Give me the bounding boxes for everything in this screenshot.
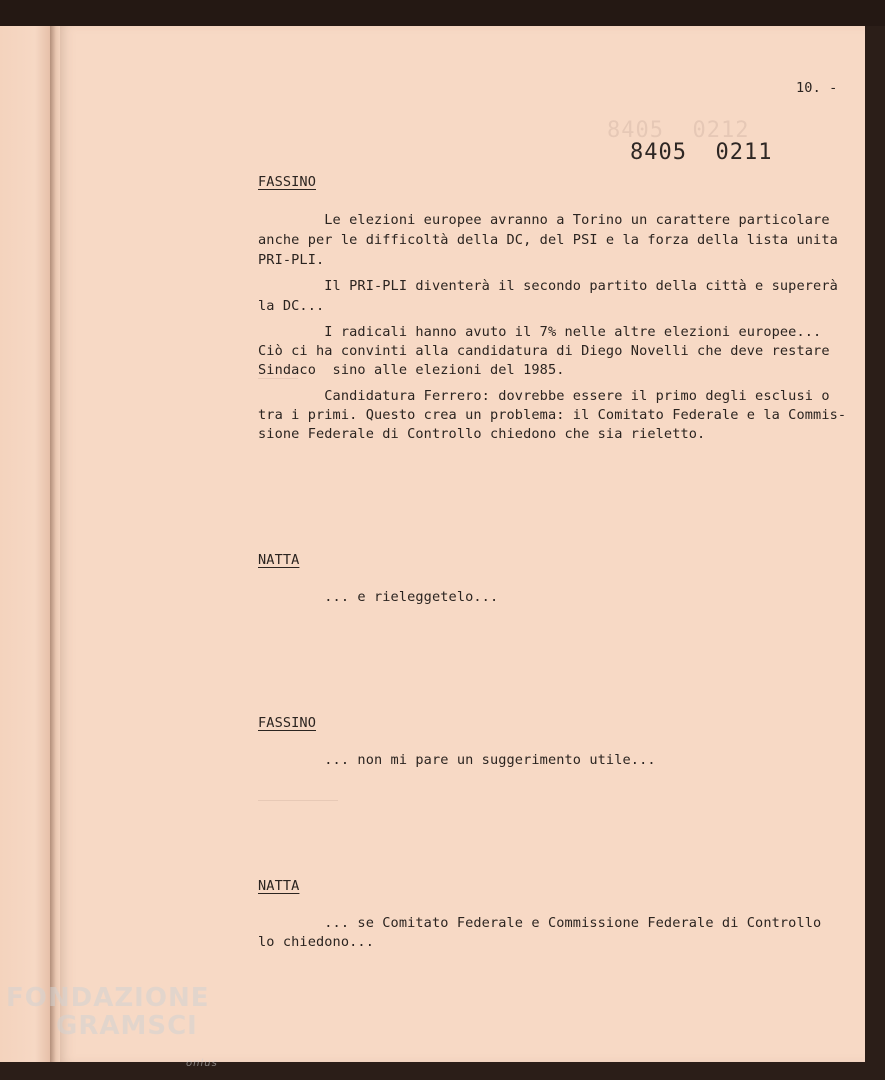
paragraph-line: anche per le difficoltà della DC, del PSI e la forza della lista unita — [258, 232, 838, 248]
scanner-background-top — [0, 0, 885, 26]
scanner-background-right — [865, 26, 885, 1080]
speaker-heading: FASSINO — [258, 174, 316, 190]
archive-stamp: 8405 0211 — [630, 140, 773, 165]
bleed-through-mark — [258, 800, 338, 803]
fondazione-gramsci-watermark — [6, 983, 218, 1069]
watermark-line-1: FONDAZIONE — [6, 983, 210, 1013]
bleed-through-stamp: 8405 0212 — [607, 118, 750, 143]
paragraph-line: la DC... — [258, 298, 325, 314]
speaker-heading: NATTA — [258, 878, 300, 894]
paragraph-line: lo chiedono... — [258, 934, 374, 950]
paragraph-line: sione Federale di Controllo chiedono che sia rieletto. — [258, 426, 706, 442]
speaker-heading: NATTA — [258, 552, 300, 568]
paragraph-line: Candidatura Ferrero: dovrebbe essere il primo degli esclusi o — [258, 388, 830, 404]
paragraph-line: ... se Comitato Federale e Commissione Federale di Controllo — [258, 915, 822, 931]
page-number: 10. - — [796, 80, 838, 96]
paragraph-line: Le elezioni europee avranno a Torino un carattere particolare — [258, 212, 830, 228]
paragraph-line: ... non mi pare un suggerimento utile... — [258, 752, 656, 768]
paragraph-line: tra i primi. Questo crea un problema: il Comitato Federale e la Commis- — [258, 407, 847, 423]
speaker-heading: FASSINO — [258, 715, 316, 731]
watermark-line-2: GRAMSCI — [56, 1011, 198, 1041]
paragraph-line: PRI-PLI. — [258, 252, 325, 268]
paragraph-line: Sindaco sino alle elezioni del 1985. — [258, 362, 565, 378]
scanner-background-bottom — [0, 1062, 885, 1080]
paragraph-line: Il PRI-PLI diventerà il secondo partito della città e supererà — [258, 278, 838, 294]
paragraph-line: I radicali hanno avuto il 7% nelle altre elezioni europee... — [258, 324, 822, 340]
watermark-suffix: onlus — [186, 1058, 218, 1069]
previous-page-edge — [0, 26, 50, 1062]
paragraph-line: Ciò ci ha convinti alla candidatura di Diego Novelli che deve restare — [258, 343, 830, 359]
document-page — [60, 26, 865, 1062]
paragraph-line: ... e rieleggetelo... — [258, 589, 499, 605]
binding-gutter — [50, 26, 60, 1062]
